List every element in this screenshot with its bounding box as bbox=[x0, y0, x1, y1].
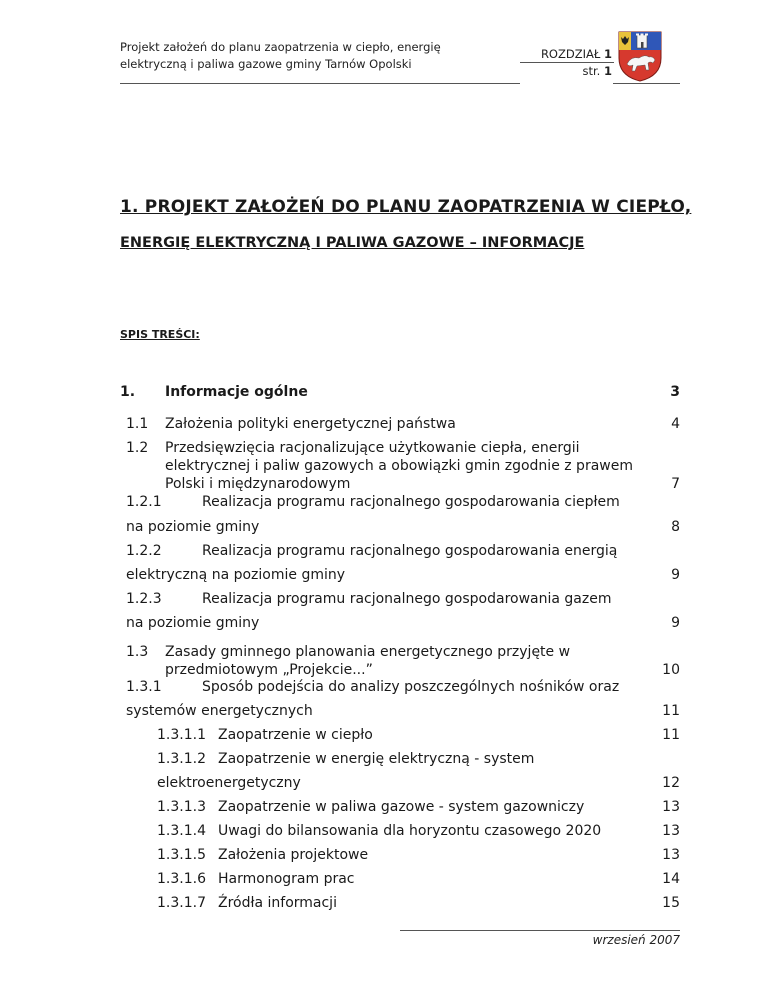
toc-entry-1-3-1-2-page: 12 bbox=[662, 775, 680, 791]
toc-entry-1-2-text-line-3[interactable]: Polski i międzynarodowym bbox=[165, 476, 351, 492]
toc-entry-1-3-1-5-page: 13 bbox=[662, 847, 680, 863]
toc-entry-1-1-page: 4 bbox=[671, 416, 680, 432]
toc-entry-1-2-text-line-1[interactable]: Przedsięwzięcia racjonalizujące użytkowanie ciepła, energii bbox=[165, 440, 580, 456]
toc-entry-1-3-1-3-number: 1.3.1.3 bbox=[157, 799, 206, 815]
toc-entry-1-2-1-page: 8 bbox=[671, 519, 680, 535]
chapter-title-line-2: ENERGIĘ ELEKTRYCZNĄ I PALIWA GAZOWE – INFORMACJE bbox=[120, 235, 585, 251]
header-divider-left bbox=[120, 83, 520, 84]
toc-entry-1-2-1-text-line-2[interactable]: na poziomie gminy bbox=[126, 519, 260, 535]
toc-entry-1-3-1-2-number: 1.3.1.2 bbox=[157, 751, 206, 767]
toc-entry-1-1-text[interactable]: Założenia polityki energetycznej państwa bbox=[165, 416, 456, 432]
footer-date: wrzesień 2007 bbox=[592, 933, 680, 947]
toc-entry-1-3-1-7-page: 15 bbox=[662, 895, 680, 911]
toc-entry-1-3-1-1-text[interactable]: Zaopatrzenie w ciepło bbox=[218, 727, 373, 743]
toc-entry-1-3-1-2-text-line-1[interactable]: Zaopatrzenie w energię elektryczną - system bbox=[218, 751, 535, 767]
header-document-title bbox=[120, 39, 520, 73]
toc-entry-1-3-1-6-page: 14 bbox=[662, 871, 680, 887]
toc-entry-1-3-1-6-text[interactable]: Harmonogram prac bbox=[218, 871, 355, 887]
toc-entry-1-2-3-text-line-1[interactable]: Realizacja programu racjonalnego gospodarowania gazem bbox=[202, 591, 612, 607]
toc-entry-1-3-1-6-number: 1.3.1.6 bbox=[157, 871, 206, 887]
toc-entry-1-2-3-text-line-2[interactable]: na poziomie gminy bbox=[126, 615, 260, 631]
toc-entry-1-2-1-text-line-1[interactable]: Realizacja programu racjonalnego gospodarowania ciepłem bbox=[202, 494, 620, 510]
toc-entry-1-3-1-4-page: 13 bbox=[662, 823, 680, 839]
toc-entry-1-3-1-7-number: 1.3.1.7 bbox=[157, 895, 206, 911]
coat-of-arms-icon bbox=[617, 30, 663, 82]
toc-entry-1-3-1-4-text[interactable]: Uwagi do bilansowania dla horyzontu czasowego 2020 bbox=[218, 823, 602, 839]
toc-entry-1-3-1-1-number: 1.3.1.1 bbox=[157, 727, 206, 743]
footer-divider bbox=[400, 930, 680, 931]
toc-entry-1-3-text-line-2[interactable]: przedmiotowym „Projekcie...” bbox=[165, 662, 373, 678]
toc-entry-1-3-1-5-number: 1.3.1.5 bbox=[157, 847, 206, 863]
page-number: 1 bbox=[603, 64, 612, 78]
toc-entry-1-3-1-text-line-1[interactable]: Sposób podejścia do analizy poszczególnych nośników oraz bbox=[202, 679, 620, 695]
toc-entry-1-2-number: 1.2 bbox=[126, 440, 149, 456]
toc-entry-1-2-2-text-line-2[interactable]: elektryczną na poziomie gminy bbox=[126, 567, 346, 583]
chapter-title-line-1: 1. PROJEKT ZAŁOŻEŃ DO PLANU ZAOPATRZENIA W CIEPŁO, bbox=[120, 197, 692, 217]
toc-entry-1-3-1-3-text[interactable]: Zaopatrzenie w paliwa gazowe - system gazowniczy bbox=[218, 799, 585, 815]
toc-entry-1-3-1-text-line-2[interactable]: systemów energetycznych bbox=[126, 703, 313, 719]
toc-entry-1-2-page: 7 bbox=[671, 476, 680, 492]
toc-entry-1-3-1-5-text[interactable]: Założenia projektowe bbox=[218, 847, 369, 863]
toc-entry-1-text[interactable]: Informacje ogólne bbox=[165, 384, 308, 400]
toc-entry-1-3-1-3-page: 13 bbox=[662, 799, 680, 815]
toc-entry-1-2-3-page: 9 bbox=[671, 615, 680, 631]
header-chapter bbox=[520, 46, 612, 62]
toc-entry-1-3-1-number: 1.3.1 bbox=[126, 679, 162, 695]
toc-entry-1-2-text-line-2[interactable]: elektrycznej i paliw gazowych a obowiązki gmin zgodnie z prawem bbox=[165, 458, 633, 474]
chapter-label: ROZDZIAŁ bbox=[540, 47, 601, 61]
toc-entry-1-3-1-2-text-line-2[interactable]: elektroenergetyczny bbox=[157, 775, 301, 791]
header-title-line-1: Projekt założeń do planu zaopatrzenia w ciepło, energię bbox=[120, 40, 441, 54]
toc-entry-1-3-1-page: 11 bbox=[662, 703, 680, 719]
header-page bbox=[520, 63, 612, 79]
toc-entry-1-2-2-text-line-1[interactable]: Realizacja programu racjonalnego gospodarowania energią bbox=[202, 543, 618, 559]
toc-entry-1-2-3-number: 1.2.3 bbox=[126, 591, 162, 607]
toc-heading: SPIS TREŚCI: bbox=[120, 328, 200, 341]
toc-entry-1-page: 3 bbox=[670, 384, 680, 400]
header-title-line-2: elektryczną i paliwa gazowe gminy Tarnów Opolski bbox=[120, 57, 412, 71]
toc-entry-1-3-1-7-text[interactable]: Źródła informacji bbox=[218, 895, 337, 911]
toc-entry-1-3-1-1-page: 11 bbox=[662, 727, 680, 743]
toc-entry-1-2-2-page: 9 bbox=[671, 567, 680, 583]
toc-entry-1-3-1-4-number: 1.3.1.4 bbox=[157, 823, 206, 839]
toc-entry-1-3-number: 1.3 bbox=[126, 644, 149, 660]
toc-entry-1-3-page: 10 bbox=[662, 662, 680, 678]
header-divider-right bbox=[613, 83, 680, 84]
toc-entry-1-number: 1. bbox=[120, 384, 136, 400]
toc-entry-1-2-1-number: 1.2.1 bbox=[126, 494, 162, 510]
toc-entry-1-3-text-line-1[interactable]: Zasady gminnego planowania energetycznego przyjęte w bbox=[165, 644, 571, 660]
chapter-number: 1 bbox=[603, 47, 612, 61]
page-label: str. bbox=[582, 64, 601, 78]
toc-entry-1-2-2-number: 1.2.2 bbox=[126, 543, 162, 559]
toc-entry-1-1-number: 1.1 bbox=[126, 416, 149, 432]
